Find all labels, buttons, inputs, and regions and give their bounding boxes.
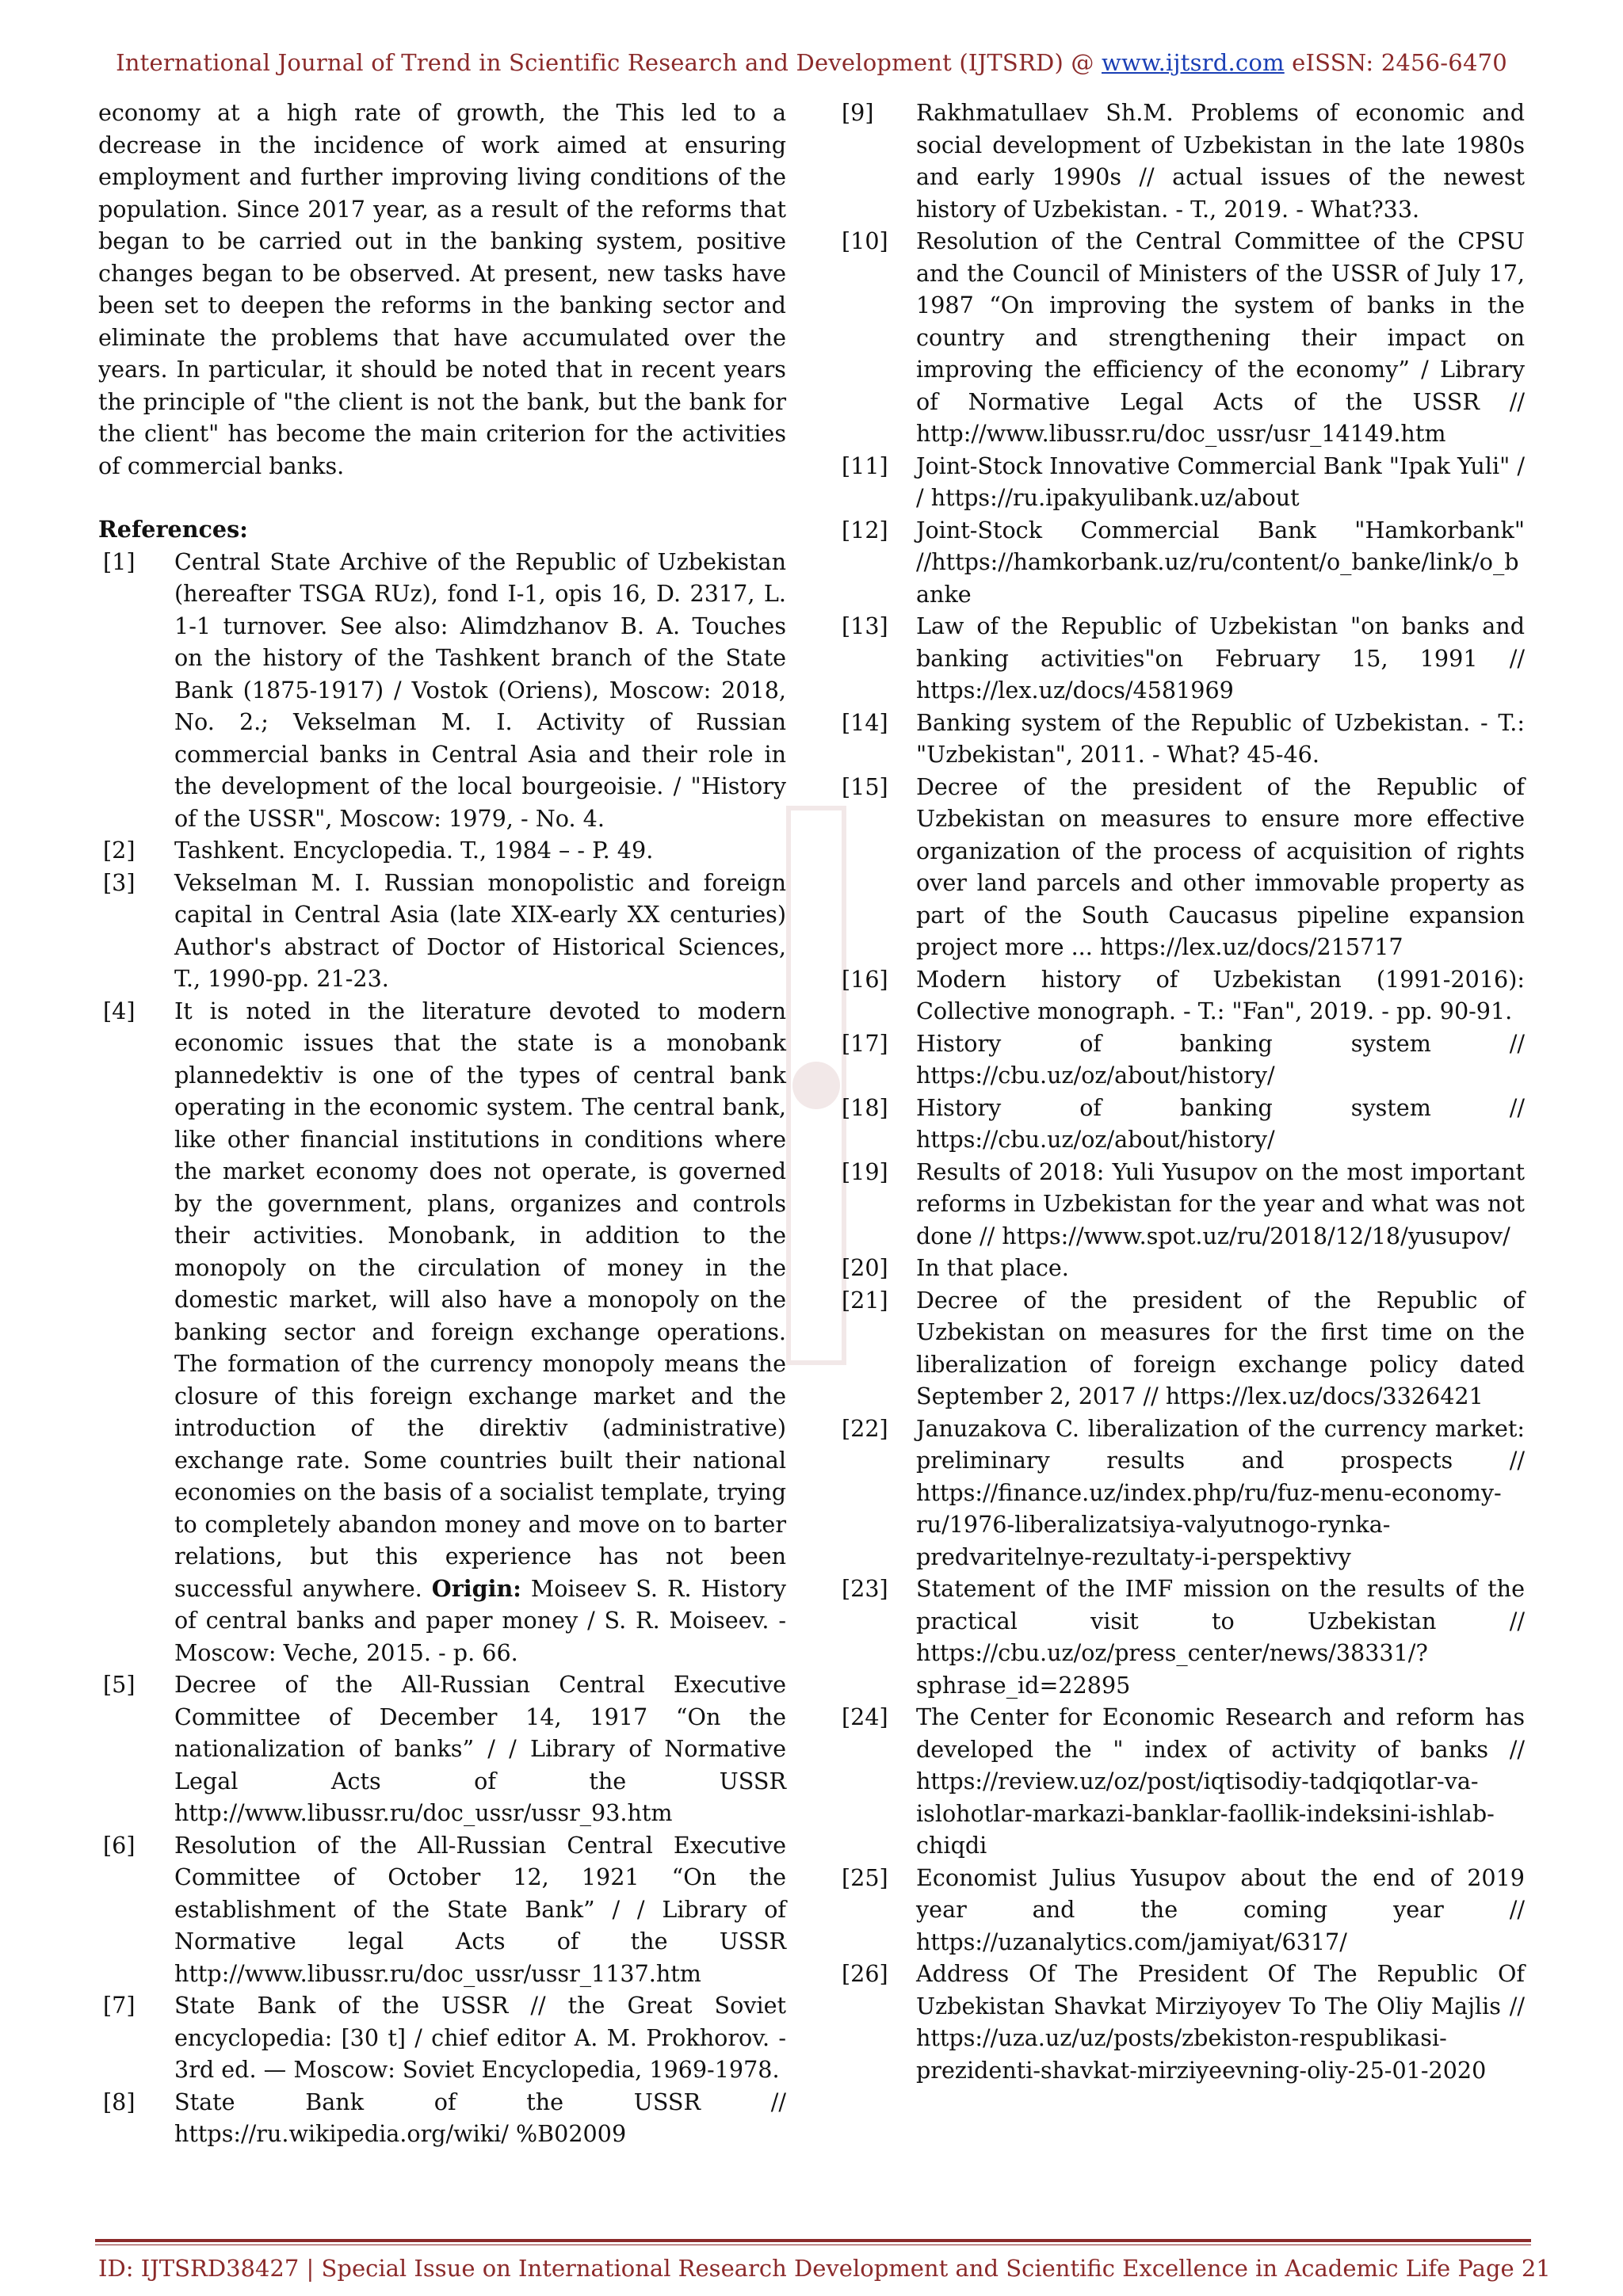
reference-text (916, 1284, 1525, 1413)
reference-item (834, 1862, 1525, 1958)
reference-number: [21] (842, 1286, 888, 1314)
reference-item (834, 1092, 1525, 1156)
reference-body: Decree of the president of the Republic of Uzbekistan on measures to ensure more effective organization of the process of acquisition of rights over land parcels and other immovable property as part of the South Caucasus pipeline expansion project more ... https://lex.uz/docs/215717 (916, 772, 1525, 960)
reference-item (98, 1989, 786, 2086)
reference-text (916, 1573, 1525, 1701)
reference-text (916, 514, 1525, 611)
reference-number: [10] (842, 227, 888, 254)
reference-text (916, 771, 1525, 963)
reference-number: [7] (103, 1992, 136, 2019)
reference-item (834, 1284, 1525, 1413)
reference-number: [16] (842, 965, 888, 993)
reference-item (98, 1669, 786, 1829)
reference-text (916, 610, 1525, 707)
reference-text (174, 834, 786, 867)
reference-item (834, 450, 1525, 514)
header-text: International Journal of Trend in Scientific Research and Development (IJTSRD) @ (116, 49, 1102, 76)
reference-text (916, 1413, 1525, 1573)
reference-text (916, 707, 1525, 771)
reference-item (834, 1156, 1525, 1253)
reference-number: [1] (103, 547, 136, 575)
reference-text (916, 1958, 1525, 2086)
reference-number: [22] (842, 1414, 888, 1442)
reference-text (916, 450, 1525, 514)
reference-item (98, 867, 786, 995)
reference-item (98, 834, 786, 867)
reference-text (916, 963, 1525, 1028)
reference-number: [26] (842, 1960, 888, 1987)
reference-number: [15] (842, 772, 888, 800)
reference-item (834, 1573, 1525, 1701)
reference-item (834, 1413, 1525, 1573)
reference-number: [12] (842, 516, 888, 543)
reference-body: Law of the Republic of Uzbekistan "on banks and banking activities"on February 15, 1991 // https://lex.uz/docs/4581969 (916, 612, 1525, 704)
reference-body: Modern history of Uzbekistan (1991-2016): Collective monograph. - T.: "Fan", 2019. - pp. 90-91. (916, 965, 1525, 1024)
reference-number: [5] (103, 1671, 136, 1698)
reference-body: Decree of the president of the Republic of Uzbekistan on measures for the first time on the liberalization of foreign exchange policy dated September 2, 2017 // https://lex.uz/docs/3326421 (916, 1286, 1525, 1409)
journal-website-link[interactable]: www.ijtsrd.com (1102, 49, 1285, 76)
reference-item (834, 1958, 1525, 2086)
reference-body: Economist Julius Yusupov about the end of 2019 year and the coming year // https://uzanalytics.com/jamiyat/6317/ (916, 1863, 1525, 1955)
reference-text (174, 867, 786, 995)
right-column (834, 97, 1525, 2086)
reference-text (916, 1028, 1525, 1092)
reference-item (834, 1701, 1525, 1862)
reference-body: State Bank of the USSR // the Great Soviet encyclopedia: [30 t] / chief editor A. M. Prokhorov. - 3rd ed. — Moscow: Soviet Encyclopedia, 1969-1978. (174, 1992, 786, 2083)
references-list-left (98, 546, 786, 2150)
reference-body: Decree of the All-Russian Central Executive Committee of December 14, 1917 “On the nationalization of banks” / / Library of Normative Legal Acts of the USSR http://www.libussr.ru/doc_ussr/ussr_93.htm (174, 1671, 786, 1826)
reference-number: [4] (103, 997, 136, 1024)
reference-text (174, 1989, 786, 2086)
footer-rule (95, 2239, 1531, 2242)
reference-text (174, 995, 786, 1669)
reference-body: Resolution of the Central Committee of the CPSU and the Council of Ministers of the USSR of July 17, 1987 “On improving the system of banks in the country and strengthening their impact on improving the efficiency of the economy” / Library of Normative Legal Acts of the USSR // http://www.libussr.ru/doc_ussr/usr_14149.htm (916, 227, 1525, 447)
reference-body: The Center for Economic Research and reform has developed the " index of activity of banks // https://review.uz/oz/post/iqtisodiy-tadqiqotlar-va-islohotlar-markazi-banklar-faollik-indeksini-ishlab-chiqdi (916, 1703, 1525, 1859)
reference-origin-label: Origin: (431, 1574, 521, 1602)
reference-body: Resolution of the All-Russian Central Executive Committee of October 12, 1921 “On the establishment of the State Bank” / / Library of Normative legal Acts of the USSR http://www.libussr.ru/doc_ussr/ussr_1137.htm (174, 1831, 786, 1987)
reference-number: [3] (103, 868, 136, 896)
reference-item (834, 1252, 1525, 1284)
reference-body: State Bank of the USSR // https://ru.wikipedia.org/wiki/ %B02009 (174, 2088, 786, 2147)
reference-number: [23] (842, 1575, 888, 1602)
reference-body: In that place. (916, 1254, 1069, 1281)
reference-text (916, 225, 1525, 450)
reference-body: Rakhmatullaev Sh.M. Problems of economic and social development of Uzbekistan in the late 1980s and early 1990s // actual issues of the newest history of Uzbekistan. - T., 2019. - What?33. (916, 99, 1525, 223)
reference-item (834, 771, 1525, 963)
reference-body: Banking system of the Republic of Uzbekistan. - T.: "Uzbekistan", 2011. - What? 45-46. (916, 708, 1525, 768)
reference-body: History of banking system // https://cbu.uz/oz/about/history/ (916, 1093, 1525, 1153)
reference-number: [24] (842, 1703, 888, 1730)
journal-header (0, 49, 1623, 76)
reference-number: [20] (842, 1254, 888, 1281)
reference-item (834, 225, 1525, 450)
reference-text (174, 546, 786, 835)
reference-item (98, 1829, 786, 1990)
reference-number: [9] (842, 99, 874, 126)
reference-number: [18] (842, 1093, 888, 1121)
reference-number: [14] (842, 708, 888, 736)
reference-item (834, 707, 1525, 771)
reference-item (834, 97, 1525, 225)
page-footer: ID: IJTSRD38427 | Special Issue on International Research Development and Scientific Excellence in Academic Life Page 21 (98, 2255, 1551, 2282)
reference-item (834, 963, 1525, 1028)
reference-item (834, 610, 1525, 707)
reference-body: Statement of the IMF mission on the results of the practical visit to Uzbekistan // https://cbu.uz/oz/press_center/news/38331/?sphrase_id=22895 (916, 1575, 1525, 1699)
intro-paragraph: economy at a high rate of growth, the This led to a decrease in the incidence of work aimed at ensuring employment and further improving living conditions of the population. Since 2017 year, as a result of the reforms that began to be carried out in the banking system, positive changes began to be observed. At present, new tasks have been set to deepen the reforms in the banking sector and eliminate the problems that have accumulated over the years. In particular, it should be noted that in recent years the principle of "the client is not the bank, but the bank for the client" has become the main criterion for the activities of commercial banks. (98, 99, 786, 479)
references-list-right (834, 97, 1525, 2086)
reference-number: [25] (842, 1863, 888, 1891)
reference-origin-text: Moiseev S. R. History of central banks and paper money / S. R. Moiseev. - Moscow: Veche, 2015. - p. 66. (174, 1574, 786, 1666)
reference-text (916, 1092, 1525, 1156)
left-column (98, 97, 786, 2150)
reference-text (916, 1156, 1525, 1253)
reference-body: Joint-Stock Commercial Bank "Hamkorbank" //https://hamkorbank.uz/ru/content/o_banke/link/o_banke (916, 516, 1525, 608)
reference-item (834, 1028, 1525, 1092)
reference-text (174, 1669, 786, 1829)
references-heading: References: (98, 516, 248, 543)
reference-body: Joint-Stock Innovative Commercial Bank "Ipak Yuli" / / https://ru.ipakyulibank.uz/about (916, 452, 1525, 511)
reference-number: [11] (842, 452, 888, 479)
reference-body: Central State Archive of the Republic of Uzbekistan (hereafter TSGA RUz), fond I-1, opis 16, D. 2317, L. 1-1 turnover. See also: Alimdzhanov B. A. Touches on the history of the Tashkent branch of the State Bank (1875-1917) / Vostok (Oriens), Moscow: 2018, No. 2.; Vekselman M. I. Activity of Russian commercial banks in Central Asia and their role in the development of the local bourgeoisie. / "History of the USSR", Moscow: 1979, - No. 4. (174, 547, 786, 832)
reference-number: [2] (103, 837, 136, 864)
reference-number: [8] (103, 2088, 136, 2115)
reference-text (174, 1829, 786, 1990)
reference-body: It is noted in the literature devoted to modern economic issues that the state is a monobank plannedektiv is one of the types of central bank operating in the economic system. The central bank, like other financial institutions in conditions where the market economy does not operate, is governed by the government, plans, organizes and controls their activities. Monobank, in addition to the monopoly on the circulation of money in the domestic market, will also have a monopoly on the banking sector and foreign exchange operations. The formation of the currency monopoly means the closure of this foreign exchange market and the introduction of the direktiv (administrative) exchange rate. Some countries built their national economies on the basis of a socialist template, trying to completely abandon money and move on to barter relations, but this experience has not been successful anywhere. (174, 997, 786, 1602)
reference-text (916, 97, 1525, 225)
reference-number: [17] (842, 1029, 888, 1057)
reference-text (916, 1252, 1525, 1284)
reference-text (174, 2086, 786, 2150)
reference-body: Results of 2018: Yuli Yusupov on the most important reforms in Uzbekistan for the year and what was not done // https://www.spot.uz/ru/2018/12/18/yusupov/ (916, 1158, 1525, 1249)
reference-item (98, 546, 786, 835)
reference-item (98, 995, 786, 1669)
reference-body: Januzakova C. liberalization of the currency market: preliminary results and prospects // https://finance.uz/index.php/ru/fuz-menu-economy-ru/1976-liberalizatsiya-valyutnogo-rynka-predvaritelnye-rezultaty-i-perspektivy (916, 1414, 1525, 1570)
reference-text (916, 1701, 1525, 1862)
reference-number: [13] (842, 612, 888, 639)
reference-body: History of banking system // https://cbu.uz/oz/about/history/ (916, 1029, 1525, 1089)
reference-text (916, 1862, 1525, 1958)
reference-number: [6] (103, 1831, 136, 1859)
reference-body: Vekselman M. I. Russian monopolistic and foreign capital in Central Asia (late XIX-early XX centuries) Author's abstract of Doctor of Historical Sciences, T., 1990-pp. 21-23. (174, 868, 786, 992)
reference-body: Address Of The President Of The Republic Of Uzbekistan Shavkat Mirziyoyev To The Oliy Majlis // https://uza.uz/uz/posts/zbekiston-respublikasi-prezidenti-shavkat-mirziyeevning-oliy-25-01-2020 (916, 1960, 1525, 2084)
reference-item (834, 514, 1525, 611)
reference-item (98, 2086, 786, 2150)
reference-body: Tashkent. Encyclopedia. T., 1984 – - P. 49. (174, 837, 654, 864)
reference-number: [19] (842, 1158, 888, 1185)
header-issn: eISSN: 2456-6470 (1284, 49, 1507, 76)
